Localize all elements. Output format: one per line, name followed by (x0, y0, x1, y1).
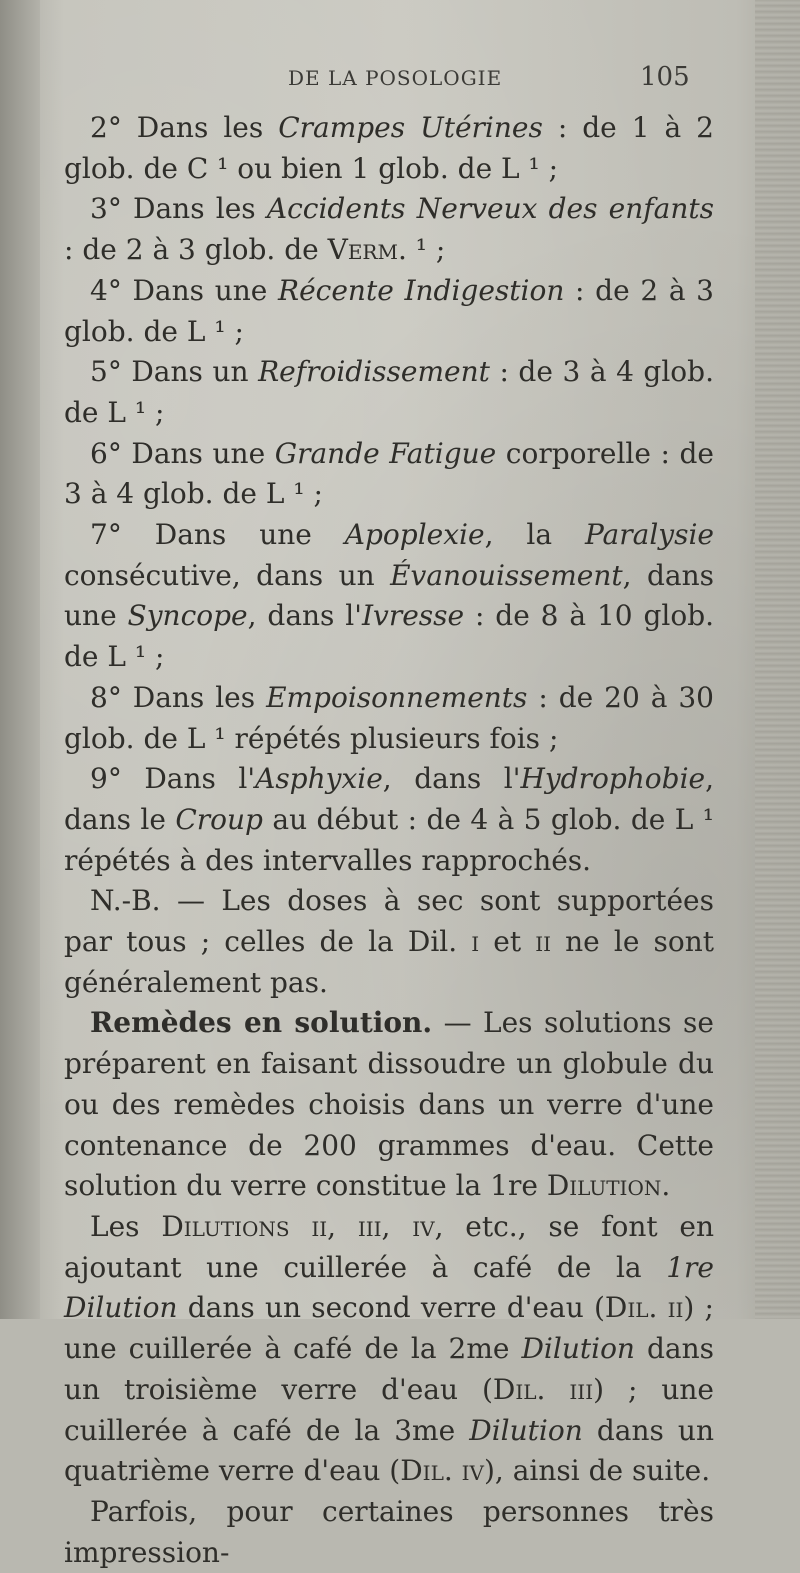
text-run: : de 2 à 3 glob. de L ¹ ; (64, 273, 714, 348)
text-run: 5° Dans un (90, 355, 259, 389)
paragraph (64, 434, 714, 515)
text-run: — Les solutions se préparent en faisant dissoudre un globule du ou des remèdes choisis dans un verre d'une contenance de 200 grammes d'eau. Cette solution du verre constitue la 1re (64, 1006, 714, 1203)
small-caps-term: ii, iii, iv (311, 1209, 435, 1243)
text-run: , dans le (64, 762, 715, 836)
text-run: ne le sont généralement pas. (64, 925, 715, 999)
paragraph (64, 1207, 714, 1492)
paragraph (64, 1492, 714, 1573)
text-run: : de 20 à 30 glob. de L ¹ répétés plusieurs fois ; (64, 680, 714, 755)
text-run: : de 8 à 10 glob. de L ¹ ; (64, 599, 715, 674)
text-run: : de 3 à 4 glob. de L ¹ ; (64, 355, 714, 429)
paragraph (64, 1003, 714, 1207)
text-run: : de 2 à 3 glob. de (64, 233, 328, 267)
text-run: et (479, 925, 536, 959)
text-run: ¹ ; (406, 233, 446, 267)
text-run: 4° Dans une (90, 273, 279, 307)
page-number: 105 (640, 62, 690, 92)
text-run: 8° Dans les (90, 680, 267, 714)
paragraph (64, 189, 714, 270)
text-run: , dans l' (382, 762, 521, 796)
italic-term: Refroidissement (258, 355, 490, 389)
text-run: consécutive, dans un (64, 558, 391, 592)
text-run: 6° Dans une (90, 436, 275, 470)
italic-term: Asphyxie (255, 762, 383, 796)
running-title: DE LA POSOLOGIE (288, 66, 503, 90)
italic-term: Ivresse (361, 599, 465, 633)
bold-heading: Remèdes en solution. (90, 1006, 433, 1040)
text-run: ) ; une cuillerée à café de la 2me (64, 1291, 714, 1366)
small-caps-term: Dil. ii (604, 1291, 684, 1325)
italic-term: Crampes Utérines (278, 111, 543, 144)
italic-term: 1re Dilution (64, 1250, 714, 1325)
text-run (290, 1210, 312, 1243)
text-run: N.-B. — Les doses à sec sont supportées par tous ; celles de la Dil. (64, 884, 714, 959)
small-caps-term: Dil. iv (400, 1454, 484, 1488)
italic-term: Apoplexie (344, 518, 485, 552)
small-caps-term: Verm. (327, 233, 407, 267)
italic-term: Syncope (127, 599, 248, 633)
small-caps-term: Dilution. (546, 1169, 671, 1203)
paragraph (64, 759, 714, 881)
text-run: , dans une (64, 558, 714, 633)
text-run: 3° Dans les (90, 192, 267, 226)
paragraph (64, 515, 714, 678)
text-run: 7° Dans une (90, 518, 345, 552)
text-run: Les (90, 1209, 162, 1243)
paragraph (64, 108, 714, 189)
italic-term: Récente Indigestion (278, 273, 565, 307)
italic-term: Grande Fatigue (274, 436, 497, 470)
paragraph (64, 881, 714, 1003)
page-right-edge (755, 0, 800, 1319)
italic-term: Dilution (521, 1332, 635, 1366)
text-run: au début : de 4 à 5 glob. de L ¹ répétés à des intervalles rapprochés. (64, 802, 714, 877)
small-caps-term: ii (535, 925, 552, 959)
page-left-edge (0, 0, 40, 1319)
paragraph (64, 271, 714, 352)
small-caps-term: Dil. iii (492, 1372, 594, 1406)
text-run: 9° Dans l' (90, 762, 256, 796)
body-text (64, 108, 714, 1573)
small-caps-term: Dilutions (161, 1209, 290, 1243)
paragraph (64, 678, 714, 759)
text-run: : de 1 à 2 glob. de C ¹ ou bien 1 glob. de L ¹ ; (64, 111, 714, 185)
text-run: , la (484, 518, 585, 552)
small-caps-term: i (471, 925, 480, 959)
text-run: ), ainsi de suite. (484, 1454, 711, 1488)
text-run: dans un second verre d'eau ( (177, 1291, 605, 1325)
text-run: Parfois, pour certaines personnes très impression- (64, 1494, 714, 1569)
paragraph (64, 352, 714, 433)
italic-term: Évanouissement (390, 558, 623, 592)
italic-term: Accidents Nerveux des enfants (266, 192, 714, 226)
text-run: dans un quatrième verre d'eau ( (64, 1413, 714, 1488)
italic-term: Croup (175, 802, 263, 836)
italic-term: Paralysie (584, 518, 714, 552)
text-run: corporelle : de 3 à 4 glob. de L ¹ ; (64, 436, 714, 511)
text-run: , dans l' (247, 599, 362, 633)
italic-term: Dilution (469, 1413, 583, 1447)
italic-term: Hydrophobie (520, 762, 706, 796)
text-run: ) ; une cuillerée à café de la 3me (64, 1372, 715, 1447)
page-header (0, 62, 800, 96)
text-run: 2° Dans les (90, 111, 279, 144)
text-run: , etc., se font en ajoutant une cuillerée à café de la (64, 1209, 715, 1284)
italic-term: Empoisonnements (266, 680, 528, 714)
text-run: dans un troisième verre d'eau ( (64, 1332, 714, 1406)
